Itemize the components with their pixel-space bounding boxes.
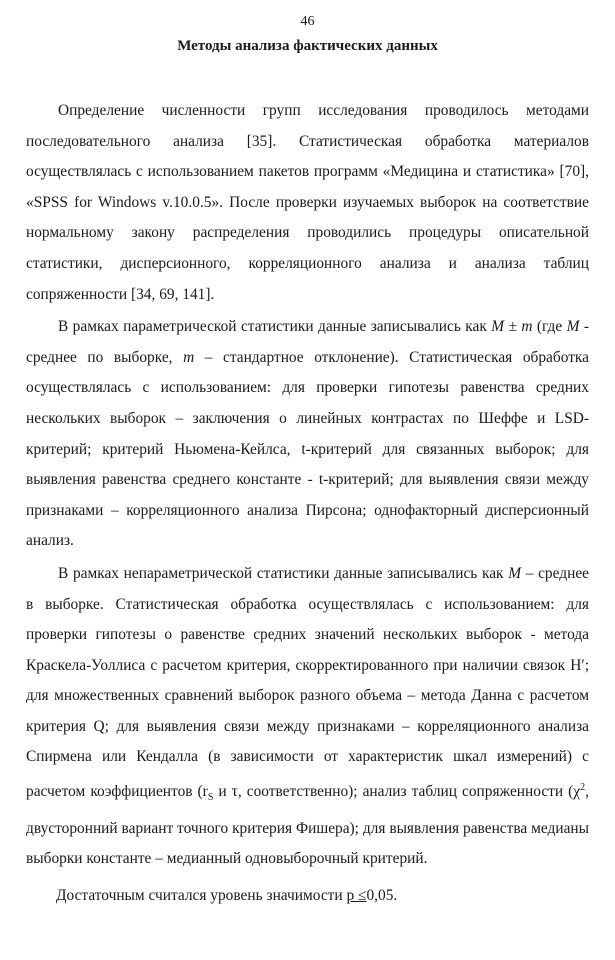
page-number: 46: [300, 14, 315, 29]
symbol-mean: M: [566, 318, 580, 336]
superscript-2: 2: [580, 782, 586, 794]
text-run: Достаточным считался уровень значимости: [56, 887, 347, 905]
text-run: В рамках непараметрической статистики данные записывались как: [58, 564, 509, 582]
paragraph-nonparametric-statistics: [26, 559, 589, 875]
text-run: и τ, соответственно); анализ таблиц сопряженности (χ: [213, 783, 581, 801]
paragraph-methods-overview: Определение численности групп исследования проводилось методами последовательного анализа [35]. Статистическая обработка материалов осуществлялась с использованием пакетов программ «Медицина и статистика» [70], «SPSS for Windows v.10.0.5». После проверки изучаемых выборок на соответствие нормальному закону распределения проводились процедуры описательной статистики, дисперсионного, корреляционного анализа и анализа таблиц сопряженности [34, 69, 141].: [26, 102, 589, 303]
paragraph-significance-level: [26, 881, 589, 912]
text-run: – среднее в выборке. Статистическая обработка осуществлялась с использованием: для проверки гипотезы о равенстве средних значений нескольких выборок - метода Краскела-Уоллиса с расчетом критерия, скорректированного при наличии связок H′; для множественных сравнений выборок разного объема – метода Данна с расчетом критерия Q; для выявления связи между признаками – корреляционного анализа Спирмена или Кендалла (в зависимости от характеристик шкал измерений) с расчетом коэффициентов (r: [26, 564, 589, 801]
formula-mean-sd: M ± m: [491, 318, 533, 336]
text-run: (где: [532, 318, 567, 336]
text-run: В рамках параметрической статистики данные записывались как: [58, 318, 492, 336]
paragraph-parametric-statistics: [26, 312, 589, 557]
text-run: , двусторонний вариант точного критерия Фишера); для выявления равенства медианы выборки константе – медианный одновыборочный критерий.: [26, 783, 589, 868]
symbol-sd: m: [183, 348, 195, 366]
subscript-s: S: [207, 792, 214, 804]
text-run: - среднее по выборке,: [26, 318, 589, 366]
section-title: Методы анализа фактических данных: [177, 38, 438, 54]
symbol-median: M: [508, 564, 522, 582]
text-run: 0,05.: [366, 887, 398, 905]
body-text: [26, 96, 589, 912]
text-run: – стандартное отклонение). Статистическая обработка осуществлялась с использованием: для проверки гипотезы равенства средних нескольких выборок – заключения о линейных контрастах по Шеффе и LSD-критерий; критерий Ньюмена-Кейлса, t-критерий для связанных выборок; для выявления равенства среднего константе - t-критерий; для выявления связи между признаками – корреляционного анализа Пирсона; однофакторный дисперсионный анализ.: [26, 348, 589, 550]
significance-operator: p ≤: [346, 887, 367, 905]
